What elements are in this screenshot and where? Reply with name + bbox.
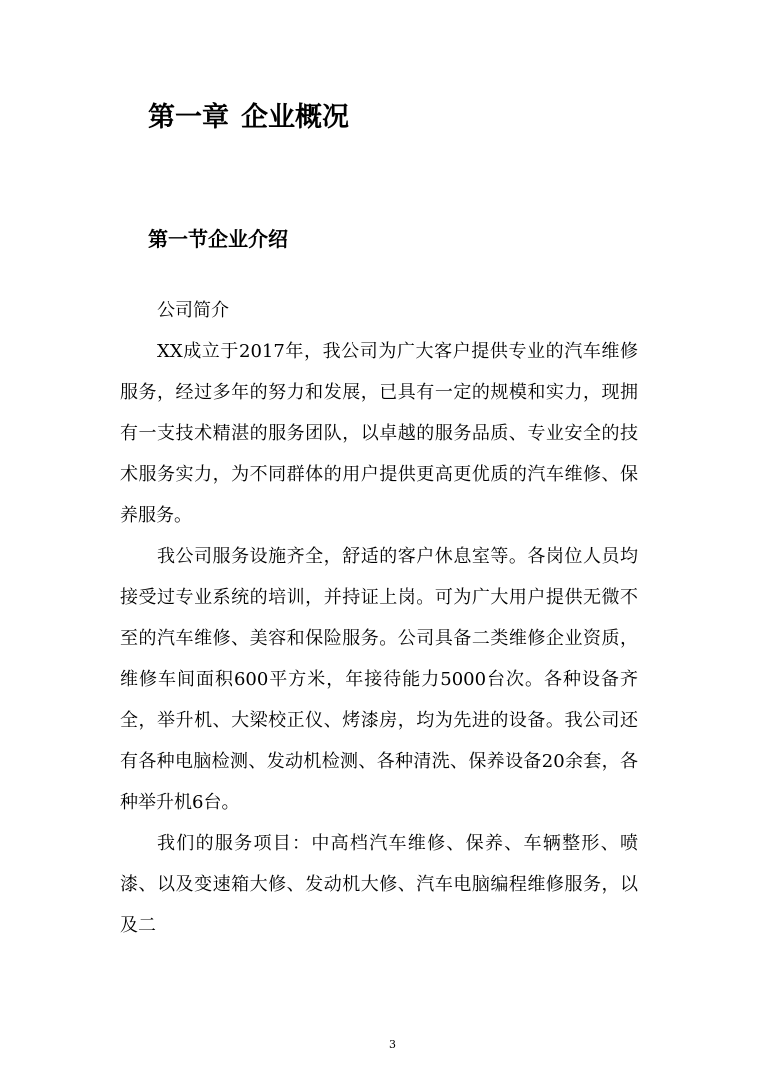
paragraph-service-items: 我们的服务项目：中高档汽车维修、保养、车辆整形、喷漆、以及变速箱大修、发动机大修、汽车电脑编程维修服务，以及二 (120, 833, 638, 936)
chapter-name: 企业概况 (241, 102, 349, 133)
chapter-label: 第一章 (148, 102, 229, 133)
paragraph-company-overview: XX成立于2017年，我公司为广大客户提供专业的汽车维修服务，经过多年的努力和发展，已具有一定的规模和实力，现拥有一支技术精湛的服务团队，以卓越的服务品质、专业安全的技术服务实力，为不同群体的用户提供更高更优质的汽车维修、保养服务。 (120, 341, 638, 526)
paragraph-facilities: 我公司服务设施齐全，舒适的客户休息室等。各岗位人员均接受过专业系统的培训，并持证上岗。可为广大用户提供无微不至的汽车维修、美容和保险服务。公司具备二类维修企业资质，维修车间面积600平方米，年接待能力5000台次。各种设备齐全，举升机、大梁校正仪、烤漆房，均为先进的设备。我公司还有各种电脑检测、发动机检测、各种清洗、保养设备20余套，各种举升机6台。 (120, 546, 638, 813)
body-text (120, 290, 638, 946)
section-title: 第一节企业介绍 (148, 227, 288, 251)
chapter-title (148, 98, 349, 138)
subheading-company-intro: 公司简介 (157, 300, 229, 321)
page-number: 3 (389, 1038, 396, 1051)
